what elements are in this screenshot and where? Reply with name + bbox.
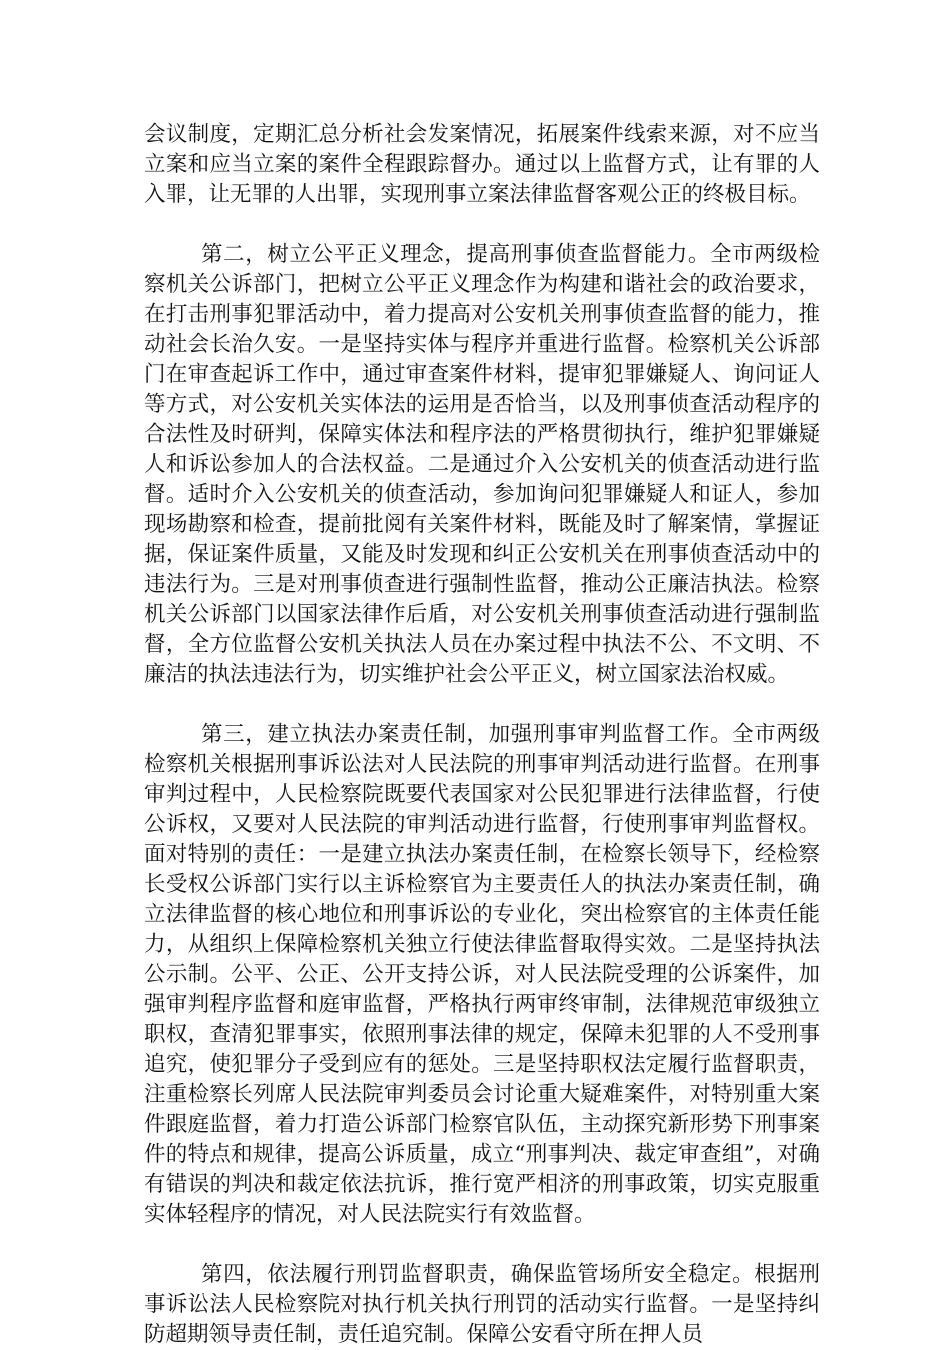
- paragraph-third: 第三，建立执法办案责任制，加强刑事审判监督工作。全市两级检察机关根据刑事诉讼法对人民法院的刑事审判活动进行监督。在刑事审判过程中，人民检察院既要代表国家对公民犯罪进行法律监督，行使公诉权，又要对人民法院的审判活动进行监督，行使刑事审判监督权。面对特别的责任：一是建立执法办案责任制，在检察长领导下，经检察长受权公诉部门实行以主诉检察官为主要责任人的执法办案责任制，确立法律监督的核心地位和刑事诉讼的专业化，突出检察官的主体责任能力，从组织上保障检察机关独立行使法律监督取得实效。二是坚持执法公示制。公平、公正、公开支持公诉，对人民法院受理的公诉案件，加强审判程序监督和庭审监督，严格执行两审终审制，法律规范审级独立职权，查清犯罪事实，依照刑事法律的规定，保障未犯罪的人不受刑事追究，使犯罪分子受到应有的惩处。三是坚持职权法定履行监督职责，注重检察长列席人民法院审判委员会讨论重大疑难案件，对特别重大案件跟庭监督，着力打造公诉部门检察官队伍，主动探究新形势下刑事案件的特点和规律，提高公诉质量，成立“刑事判决、裁定审查组”，对确有错误的判决和裁定依法抗诉，推行宽严相济的刑事政策，切实克服重实体轻程序的情况，对人民法院实行有效监督。: [144, 722, 820, 1227]
- document-body: [144, 120, 820, 1350]
- paragraph-second: 第二，树立公平正义理念，提高刑事侦查监督能力。全市两级检察机关公诉部门，把树立公平正义理念作为构建和谐社会的政治要求，在打击刑事犯罪活动中，着力提高对公安机关刑事侦查监督的能力，推动社会长治久安。一是坚持实体与程序并重进行监督。检察机关公诉部门在审查起诉工作中，通过审查案件材料，提审犯罪嫌疑人、询问证人等方式，对公安机关实体法的运用是否恰当，以及刑事侦查活动程序的合法性及时研判，保障实体法和程序法的严格贯彻执行，维护犯罪嫌疑人和诉讼参加人的合法权益。二是通过介入公安机关的侦查活动进行监督。适时介入公安机关的侦查活动，参加询问犯罪嫌疑人和证人，参加现场勘察和检查，提前批阅有关案件材料，既能及时了解案情，掌握证据，保证案件质量，又能及时发现和纠正公安机关在刑事侦查活动中的违法行为。三是对刑事侦查进行强制性监督，推动公正廉洁执法。检察机关公诉部门以国家法律作后盾，对公安机关刑事侦查活动进行强制监督，全方位监督公安机关执法人员在办案过程中执法不公、不文明、不廉洁的执法违法行为，切实维护社会公平正义，树立国家法治权威。: [144, 242, 820, 687]
- paragraph-continuation: 会议制度，定期汇总分析社会发案情况，拓展案件线索来源，对不应当立案和应当立案的案件全程跟踪督办。通过以上监督方式，让有罪的人入罪，让无罪的人出罪，实现刑事立案法律监督客观公正的终极目标。: [144, 122, 820, 207]
- paragraph-fourth: 第四，依法履行刑罚监督职责，确保监管场所安全稳定。根据刑事诉讼法人民检察院对执行机关执行刑罚的活动实行监督。一是坚持纠防超期领导责任制，责任追究制。保障公安看守所在押人员: [144, 1262, 820, 1347]
